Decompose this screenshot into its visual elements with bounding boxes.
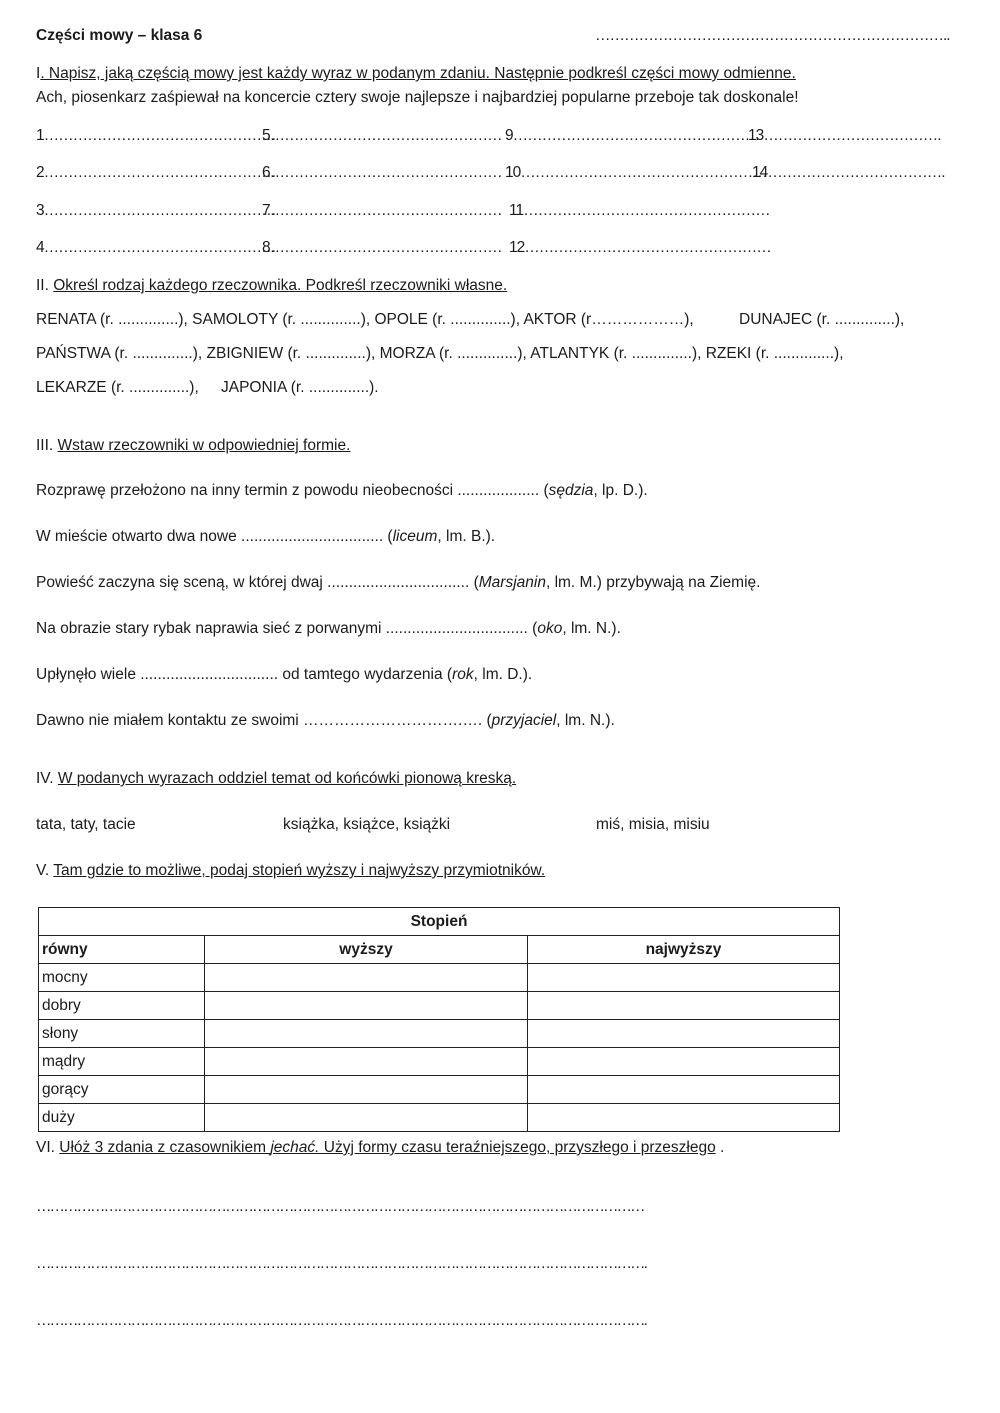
answer-line-1[interactable]: 1………………………………………… xyxy=(36,127,276,144)
superlative-input[interactable] xyxy=(528,964,840,992)
sentence-answer-line-3[interactable]: ………………………………………………………………………………………………………………………. xyxy=(36,1312,646,1329)
nouns-line-1: RENATA (r. ..............), SAMOLOTY (r. ..............), OPOLE (r. ..............), AKTOR (r………………), xyxy=(36,311,694,328)
adjective-cell: dobry xyxy=(39,992,205,1020)
section-4-instruction: IV. W podanych wyrazach oddziel temat od końcówki pionową kreską. xyxy=(36,770,517,787)
answer-line-6[interactable]: 6………………………………………… xyxy=(262,164,502,181)
table-row xyxy=(39,1020,840,1048)
nouns-line-3: LEKARZE (r. ..............), xyxy=(36,379,199,396)
comparative-input[interactable] xyxy=(205,992,528,1020)
comparative-input[interactable] xyxy=(205,1048,528,1076)
answer-line-9[interactable]: 9…………………………………………… xyxy=(505,127,760,144)
sentence-answer-line-1[interactable]: ……………………………………………………………………………………………………………………… xyxy=(36,1198,644,1215)
superlative-input[interactable] xyxy=(528,1076,840,1104)
superlative-input[interactable] xyxy=(528,992,840,1020)
word-group: miś, misia, misiu xyxy=(596,816,710,833)
answer-line-10[interactable]: 10…………………………………………… xyxy=(505,164,767,181)
table-group-header: Stopień xyxy=(39,908,840,936)
column-header-najwyzszy: najwyższy xyxy=(528,936,840,964)
answer-line-8[interactable]: 8………………………………………… xyxy=(262,239,502,256)
page-title: Części mowy – klasa 6 xyxy=(36,27,203,44)
table-row xyxy=(39,1048,840,1076)
answer-line-3[interactable]: 3………………………………………… xyxy=(36,202,276,219)
comparative-input[interactable] xyxy=(205,1020,528,1048)
superlative-input[interactable] xyxy=(528,1104,840,1132)
word-group: tata, taty, tacie xyxy=(36,816,136,833)
nouns-line-1-end: DUNAJEC (r. ..............), xyxy=(739,311,905,328)
word-group: książka, książce, książki xyxy=(283,816,451,833)
section-6-instruction: VI. Ułóż 3 zdania z czasownikiem jechać. Użyj formy czasu teraźniejszego, przyszłego i przeszłego . xyxy=(36,1139,725,1156)
section-1-sentence: Ach, piosenkarz zaśpiewał na koncercie cztery swoje najlepsze i najbardziej popularne przeboje tak doskonale! xyxy=(36,89,799,106)
answer-line-11[interactable]: 11…………………………………………… xyxy=(509,202,770,219)
fill-sentence: Dawno nie miałem kontaktu ze swoimi ………………………….…. (przyjaciel, lm. N.). xyxy=(36,712,615,729)
answer-line-2[interactable]: 2………………………………………… xyxy=(36,164,276,181)
superlative-input[interactable] xyxy=(528,1048,840,1076)
comparative-input[interactable] xyxy=(205,964,528,992)
answer-line-5[interactable]: 5………………………………………… xyxy=(262,127,502,144)
adjective-cell: słony xyxy=(39,1020,205,1048)
column-header-rowny: równy xyxy=(39,936,205,964)
comparative-input[interactable] xyxy=(205,1104,528,1132)
adjective-cell: mocny xyxy=(39,964,205,992)
answer-line-7[interactable]: 7………………………………………… xyxy=(262,202,502,219)
table-row xyxy=(39,992,840,1020)
fill-sentence: Rozprawę przełożono na inny termin z powodu nieobecności ................... (sędzia, lp. D.). xyxy=(36,482,648,499)
column-header-wyzszy: wyższy xyxy=(205,936,528,964)
fill-sentence: W mieście otwarto dwa nowe ................................. (liceum, lm. B.). xyxy=(36,528,496,545)
name-line[interactable]: ……………………………………………………………….. xyxy=(595,27,950,44)
adjective-degrees-table xyxy=(38,907,840,1132)
answer-line-13[interactable]: 13………………………………. xyxy=(748,127,941,144)
comparative-input[interactable] xyxy=(205,1076,528,1104)
superlative-input[interactable] xyxy=(528,1020,840,1048)
fill-sentence: Na obrazie stary rybak naprawia sieć z porwanymi ................................. (oko, lm. N.). xyxy=(36,620,621,637)
answer-line-14[interactable]: 14………………………………. xyxy=(752,164,945,181)
answer-line-4[interactable]: 4………………………………………… xyxy=(36,239,276,256)
sentence-answer-line-2[interactable]: ………………………………………………………………………………………………………………………. xyxy=(36,1255,646,1272)
answer-line-12[interactable]: 12…………………………………………… xyxy=(509,239,771,256)
adjective-cell: mądry xyxy=(39,1048,205,1076)
fill-sentence: Upłynęło wiele ................................ od tamtego wydarzenia (rok, lm. D.). xyxy=(36,666,533,683)
nouns-line-3-end: JAPONIA (r. ..............). xyxy=(221,379,379,396)
table-row xyxy=(39,964,840,992)
adjective-cell: duży xyxy=(39,1104,205,1132)
adjective-cell: gorący xyxy=(39,1076,205,1104)
section-2-instruction: II. Określ rodzaj każdego rzeczownika. Podkreśl rzeczowniki własne. xyxy=(36,277,508,294)
table-row xyxy=(39,1076,840,1104)
section-5-instruction: V. Tam gdzie to możliwe, podaj stopień wyższy i najwyższy przymiotników. xyxy=(36,862,546,879)
table-row xyxy=(39,1104,840,1132)
nouns-line-2: PAŃSTWA (r. ..............), ZBIGNIEW (r. ..............), MORZA (r. ..............), ATLANTYK (r. ..............), RZEKI (r. ..............), xyxy=(36,345,844,362)
section-1-instruction: I. Napisz, jaką częścią mowy jest każdy wyraz w podanym zdaniu. Następnie podkreśl części mowy odmienne. xyxy=(36,65,796,82)
section-3-instruction: III. Wstaw rzeczowniki w odpowiedniej formie. xyxy=(36,437,351,454)
fill-sentence: Powieść zaczyna się sceną, w której dwaj ................................. (Marsjanin, lm. M.) przybywają na Ziemię. xyxy=(36,574,761,591)
